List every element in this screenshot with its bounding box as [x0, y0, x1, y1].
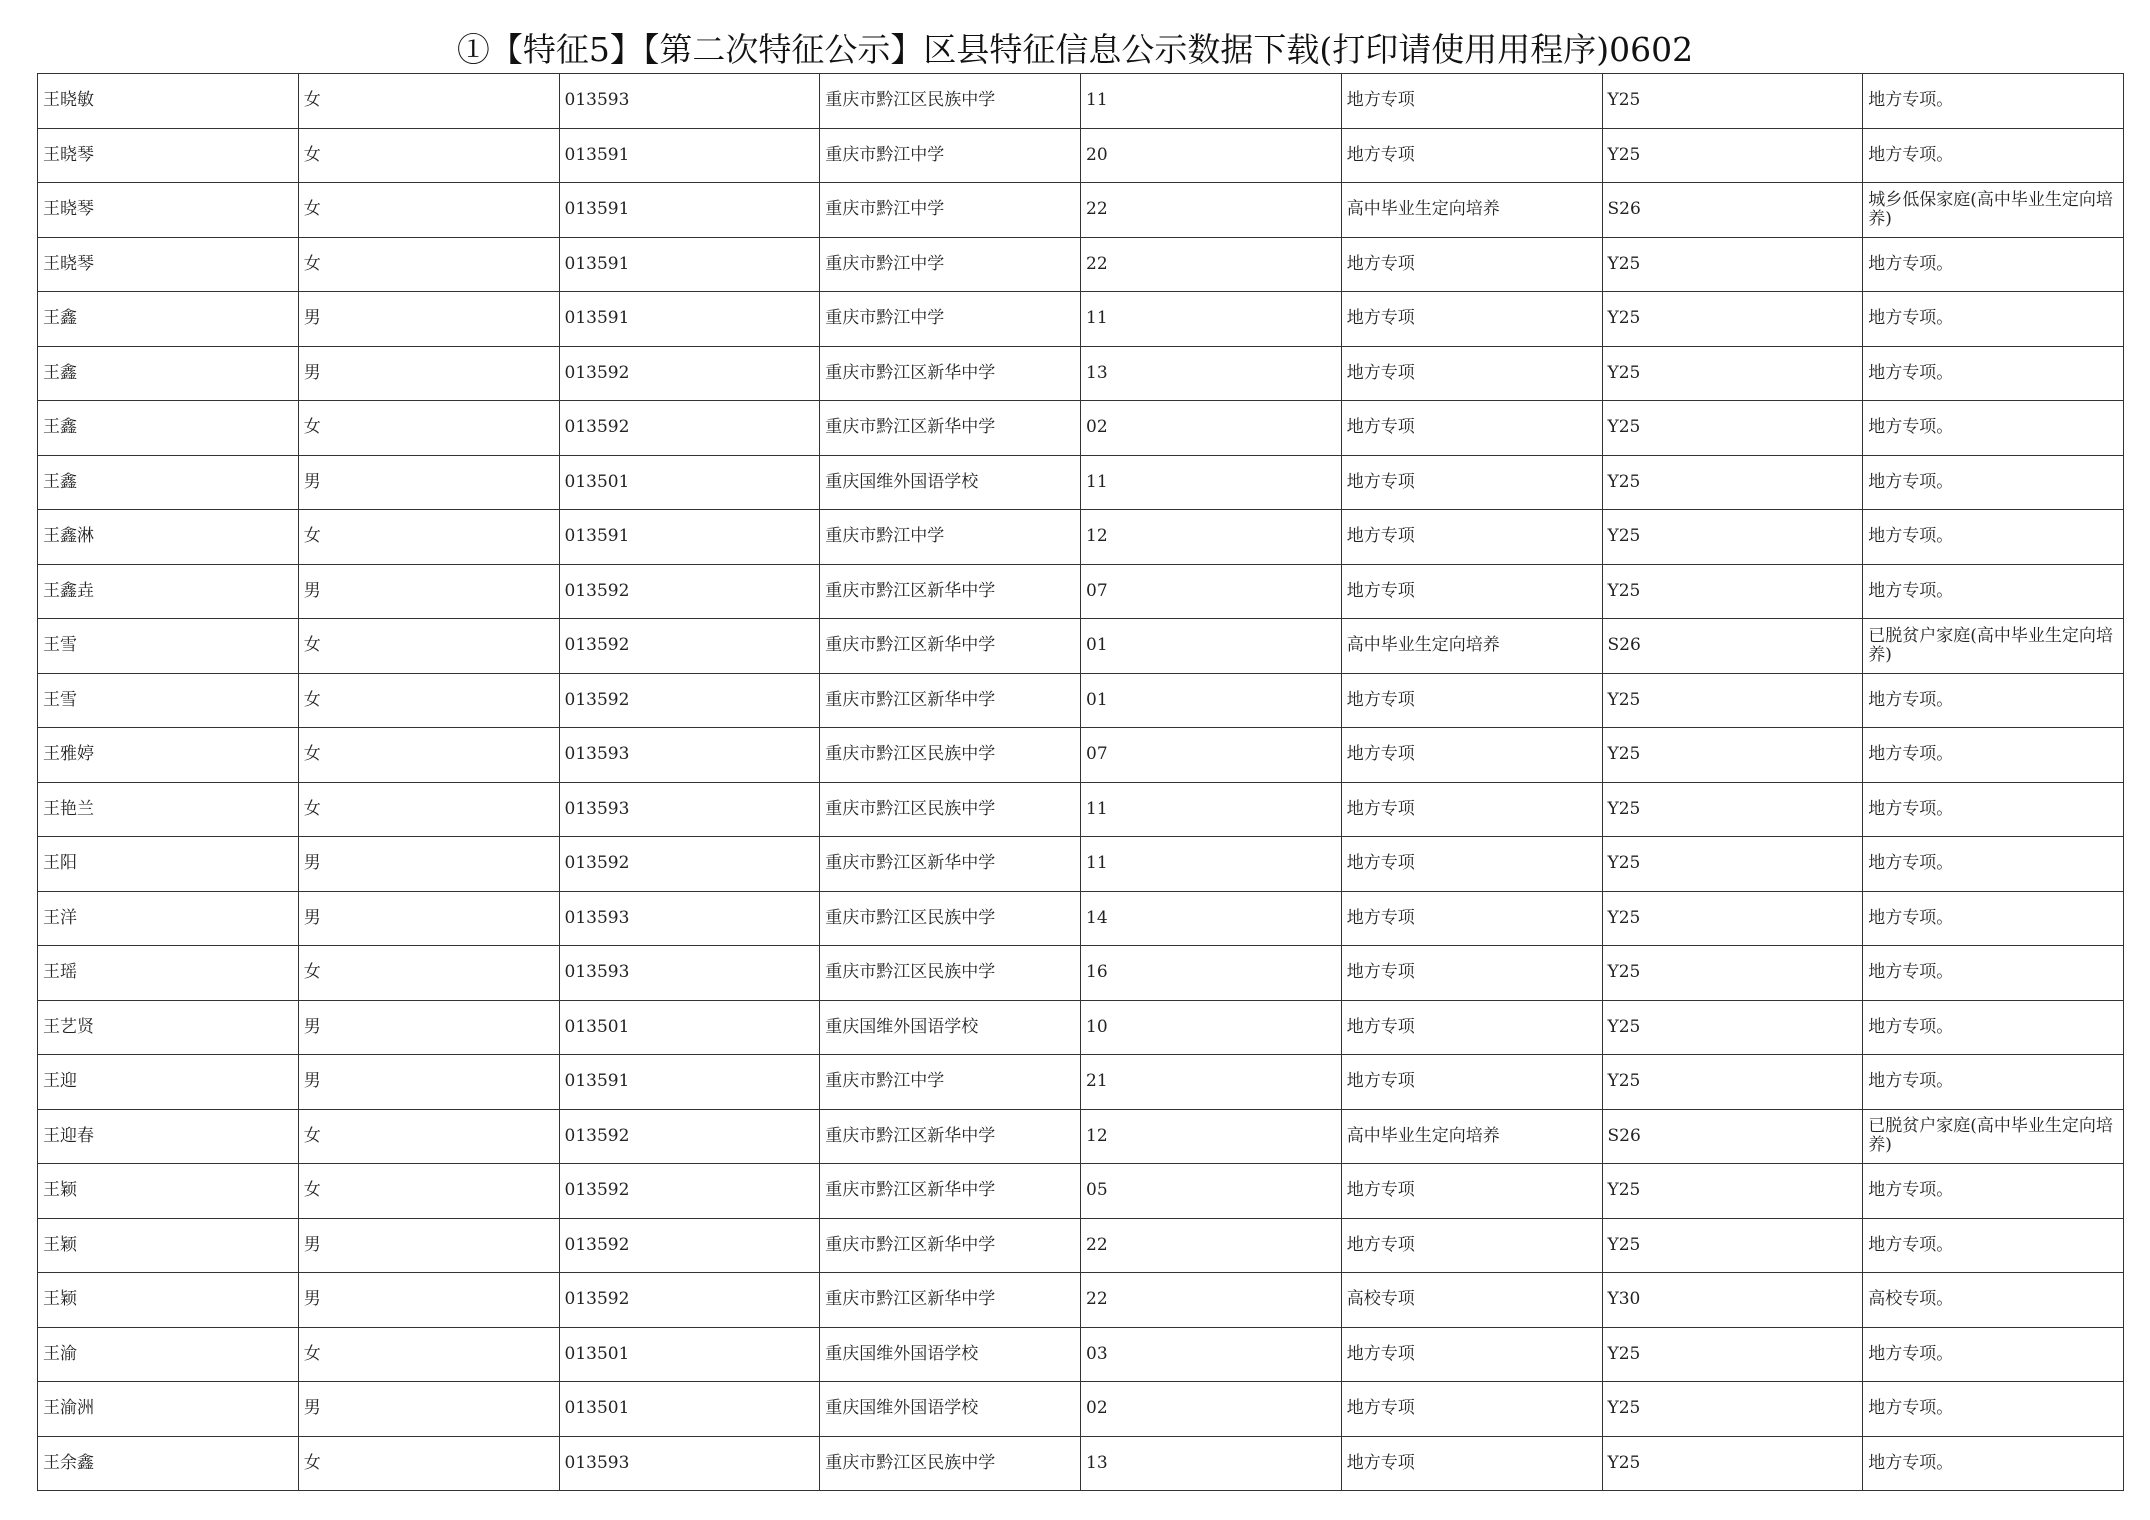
school-code-cell: 013592 [559, 1109, 820, 1164]
category-cell: 地方专项 [1341, 1000, 1602, 1055]
table-row [38, 183, 2124, 238]
class-cell: 03 [1081, 1327, 1342, 1382]
category-cell: 地方专项 [1341, 128, 1602, 183]
category-code-cell: Y30 [1602, 1273, 1863, 1328]
category-code-cell: Y25 [1602, 1164, 1863, 1219]
gender-cell: 女 [298, 1436, 559, 1491]
gender-cell: 男 [298, 891, 559, 946]
category-code-cell: Y25 [1602, 782, 1863, 837]
table-row [38, 1382, 2124, 1437]
category-code-cell: Y25 [1602, 564, 1863, 619]
school-name-cell: 重庆市黔江区新华中学 [820, 673, 1081, 728]
school-code-cell: 013592 [559, 346, 820, 401]
gender-cell: 男 [298, 292, 559, 347]
remark-cell: 地方专项。 [1863, 946, 2124, 1001]
gender-cell: 男 [298, 1055, 559, 1110]
school-code-cell: 013591 [559, 128, 820, 183]
table-row [38, 891, 2124, 946]
category-cell: 高中毕业生定向培养 [1341, 183, 1602, 238]
school-code-cell: 013592 [559, 673, 820, 728]
table-row [38, 946, 2124, 1001]
school-code-cell: 013592 [559, 619, 820, 674]
class-cell: 07 [1081, 564, 1342, 619]
school-name-cell: 重庆市黔江中学 [820, 292, 1081, 347]
category-code-cell: S26 [1602, 183, 1863, 238]
name-cell: 王渝 [38, 1327, 299, 1382]
category-cell: 地方专项 [1341, 401, 1602, 456]
remark-cell: 地方专项。 [1863, 1000, 2124, 1055]
school-name-cell: 重庆市黔江中学 [820, 237, 1081, 292]
table-row [38, 837, 2124, 892]
category-code-cell: S26 [1602, 1109, 1863, 1164]
remark-cell: 地方专项。 [1863, 346, 2124, 401]
school-name-cell: 重庆市黔江中学 [820, 128, 1081, 183]
category-cell: 地方专项 [1341, 1218, 1602, 1273]
school-name-cell: 重庆国维外国语学校 [820, 1000, 1081, 1055]
category-cell: 高中毕业生定向培养 [1341, 1109, 1602, 1164]
school-code-cell: 013592 [559, 837, 820, 892]
school-name-cell: 重庆市黔江区新华中学 [820, 1164, 1081, 1219]
category-code-cell: Y25 [1602, 292, 1863, 347]
class-cell: 22 [1081, 1273, 1342, 1328]
class-cell: 20 [1081, 128, 1342, 183]
class-cell: 11 [1081, 74, 1342, 129]
school-code-cell: 013591 [559, 292, 820, 347]
remark-cell: 地方专项。 [1863, 455, 2124, 510]
gender-cell: 女 [298, 619, 559, 674]
table-row [38, 455, 2124, 510]
school-name-cell: 重庆市黔江区民族中学 [820, 1436, 1081, 1491]
category-cell: 地方专项 [1341, 455, 1602, 510]
category-cell: 高中毕业生定向培养 [1341, 619, 1602, 674]
name-cell: 王迎春 [38, 1109, 299, 1164]
name-cell: 王艳兰 [38, 782, 299, 837]
school-code-cell: 013592 [559, 401, 820, 456]
name-cell: 王迎 [38, 1055, 299, 1110]
school-code-cell: 013593 [559, 1436, 820, 1491]
category-code-cell: Y25 [1602, 946, 1863, 1001]
school-name-cell: 重庆市黔江区民族中学 [820, 891, 1081, 946]
table-row [38, 1436, 2124, 1491]
category-cell: 地方专项 [1341, 837, 1602, 892]
gender-cell: 女 [298, 946, 559, 1001]
remark-cell: 高校专项。 [1863, 1273, 2124, 1328]
table-row [38, 564, 2124, 619]
school-name-cell: 重庆市黔江区新华中学 [820, 401, 1081, 456]
table-row [38, 728, 2124, 783]
gender-cell: 男 [298, 455, 559, 510]
category-cell: 地方专项 [1341, 1436, 1602, 1491]
school-name-cell: 重庆市黔江区新华中学 [820, 1273, 1081, 1328]
school-name-cell: 重庆市黔江区民族中学 [820, 74, 1081, 129]
school-code-cell: 013593 [559, 728, 820, 783]
class-cell: 01 [1081, 619, 1342, 674]
class-cell: 11 [1081, 292, 1342, 347]
name-cell: 王鑫 [38, 455, 299, 510]
class-cell: 10 [1081, 1000, 1342, 1055]
table-row [38, 510, 2124, 565]
category-cell: 地方专项 [1341, 510, 1602, 565]
table-row [38, 1218, 2124, 1273]
remark-cell: 地方专项。 [1863, 1164, 2124, 1219]
school-name-cell: 重庆市黔江中学 [820, 183, 1081, 238]
gender-cell: 男 [298, 1000, 559, 1055]
category-cell: 地方专项 [1341, 564, 1602, 619]
class-cell: 11 [1081, 455, 1342, 510]
school-code-cell: 013593 [559, 782, 820, 837]
category-code-cell: Y25 [1602, 1055, 1863, 1110]
remark-cell: 地方专项。 [1863, 728, 2124, 783]
gender-cell: 女 [298, 1327, 559, 1382]
remark-cell: 地方专项。 [1863, 1436, 2124, 1491]
class-cell: 02 [1081, 401, 1342, 456]
school-code-cell: 013592 [559, 1164, 820, 1219]
category-code-cell: Y25 [1602, 1327, 1863, 1382]
name-cell: 王颖 [38, 1164, 299, 1219]
name-cell: 王雪 [38, 673, 299, 728]
school-code-cell: 013591 [559, 1055, 820, 1110]
gender-cell: 男 [298, 1273, 559, 1328]
page-title: ①【特征5】【第二次特征公示】区县特征信息公示数据下载(打印请使用用程序)0602 [456, 30, 1694, 69]
class-cell: 14 [1081, 891, 1342, 946]
class-cell: 12 [1081, 1109, 1342, 1164]
gender-cell: 女 [298, 510, 559, 565]
category-cell: 地方专项 [1341, 782, 1602, 837]
class-cell: 21 [1081, 1055, 1342, 1110]
class-cell: 05 [1081, 1164, 1342, 1219]
gender-cell: 男 [298, 564, 559, 619]
category-cell: 地方专项 [1341, 346, 1602, 401]
category-cell: 地方专项 [1341, 292, 1602, 347]
school-code-cell: 013501 [559, 1000, 820, 1055]
school-name-cell: 重庆市黔江区新华中学 [820, 346, 1081, 401]
table-row [38, 1327, 2124, 1382]
name-cell: 王洋 [38, 891, 299, 946]
table-row [38, 237, 2124, 292]
category-code-cell: Y25 [1602, 455, 1863, 510]
gender-cell: 男 [298, 346, 559, 401]
category-code-cell: Y25 [1602, 837, 1863, 892]
class-cell: 22 [1081, 237, 1342, 292]
class-cell: 11 [1081, 782, 1342, 837]
school-name-cell: 重庆市黔江区新华中学 [820, 837, 1081, 892]
category-code-cell: Y25 [1602, 728, 1863, 783]
name-cell: 王艺贤 [38, 1000, 299, 1055]
school-code-cell: 013591 [559, 510, 820, 565]
table-row [38, 673, 2124, 728]
category-cell: 地方专项 [1341, 728, 1602, 783]
school-name-cell: 重庆市黔江中学 [820, 510, 1081, 565]
class-cell: 07 [1081, 728, 1342, 783]
category-code-cell: Y25 [1602, 346, 1863, 401]
class-cell: 12 [1081, 510, 1342, 565]
school-name-cell: 重庆国维外国语学校 [820, 455, 1081, 510]
gender-cell: 女 [298, 401, 559, 456]
remark-cell: 地方专项。 [1863, 510, 2124, 565]
table-row [38, 1000, 2124, 1055]
school-name-cell: 重庆市黔江区民族中学 [820, 946, 1081, 1001]
table-row [38, 1055, 2124, 1110]
category-code-cell: Y25 [1602, 673, 1863, 728]
category-code-cell: Y25 [1602, 510, 1863, 565]
school-code-cell: 013592 [559, 564, 820, 619]
category-cell: 地方专项 [1341, 74, 1602, 129]
name-cell: 王晓琴 [38, 128, 299, 183]
remark-cell: 地方专项。 [1863, 1218, 2124, 1273]
remark-cell: 地方专项。 [1863, 782, 2124, 837]
remark-cell: 地方专项。 [1863, 837, 2124, 892]
table-row [38, 1273, 2124, 1328]
category-code-cell: Y25 [1602, 74, 1863, 129]
gender-cell: 男 [298, 837, 559, 892]
class-cell: 22 [1081, 1218, 1342, 1273]
school-code-cell: 013593 [559, 946, 820, 1001]
school-name-cell: 重庆国维外国语学校 [820, 1327, 1081, 1382]
gender-cell: 女 [298, 673, 559, 728]
remark-cell: 地方专项。 [1863, 564, 2124, 619]
school-code-cell: 013501 [559, 1382, 820, 1437]
category-code-cell: Y25 [1602, 1436, 1863, 1491]
category-code-cell: S26 [1602, 619, 1863, 674]
table-row [38, 292, 2124, 347]
table-row [38, 1164, 2124, 1219]
gender-cell: 女 [298, 237, 559, 292]
category-cell: 高校专项 [1341, 1273, 1602, 1328]
gender-cell: 女 [298, 728, 559, 783]
gender-cell: 男 [298, 1382, 559, 1437]
school-name-cell: 重庆市黔江中学 [820, 1055, 1081, 1110]
school-name-cell: 重庆市黔江区民族中学 [820, 728, 1081, 783]
remark-cell: 地方专项。 [1863, 673, 2124, 728]
remark-cell: 城乡低保家庭(高中毕业生定向培养) [1863, 183, 2124, 238]
name-cell: 王鑫 [38, 346, 299, 401]
school-code-cell: 013501 [559, 455, 820, 510]
gender-cell: 女 [298, 74, 559, 129]
name-cell: 王晓敏 [38, 74, 299, 129]
table-row [38, 1109, 2124, 1164]
category-cell: 地方专项 [1341, 1055, 1602, 1110]
class-cell: 13 [1081, 1436, 1342, 1491]
gender-cell: 女 [298, 782, 559, 837]
table-row [38, 782, 2124, 837]
category-cell: 地方专项 [1341, 237, 1602, 292]
school-code-cell: 013593 [559, 74, 820, 129]
name-cell: 王阳 [38, 837, 299, 892]
category-cell: 地方专项 [1341, 891, 1602, 946]
class-cell: 22 [1081, 183, 1342, 238]
data-table [37, 73, 2124, 1491]
table-row [38, 346, 2124, 401]
gender-cell: 女 [298, 1109, 559, 1164]
remark-cell: 地方专项。 [1863, 401, 2124, 456]
category-cell: 地方专项 [1341, 946, 1602, 1001]
school-code-cell: 013592 [559, 1218, 820, 1273]
remark-cell: 地方专项。 [1863, 237, 2124, 292]
category-code-cell: Y25 [1602, 891, 1863, 946]
name-cell: 王鑫 [38, 292, 299, 347]
name-cell: 王瑶 [38, 946, 299, 1001]
name-cell: 王颖 [38, 1273, 299, 1328]
table-row [38, 401, 2124, 456]
school-code-cell: 013591 [559, 183, 820, 238]
remark-cell: 地方专项。 [1863, 1382, 2124, 1437]
school-code-cell: 013591 [559, 237, 820, 292]
gender-cell: 女 [298, 128, 559, 183]
school-code-cell: 013592 [559, 1273, 820, 1328]
name-cell: 王颖 [38, 1218, 299, 1273]
remark-cell: 已脱贫户家庭(高中毕业生定向培养) [1863, 619, 2124, 674]
gender-cell: 男 [298, 1218, 559, 1273]
remark-cell: 地方专项。 [1863, 128, 2124, 183]
table-row [38, 74, 2124, 129]
name-cell: 王鑫 [38, 401, 299, 456]
class-cell: 16 [1081, 946, 1342, 1001]
category-cell: 地方专项 [1341, 1327, 1602, 1382]
name-cell: 王渝洲 [38, 1382, 299, 1437]
name-cell: 王鑫淋 [38, 510, 299, 565]
remark-cell: 地方专项。 [1863, 1055, 2124, 1110]
gender-cell: 女 [298, 183, 559, 238]
class-cell: 01 [1081, 673, 1342, 728]
school-name-cell: 重庆市黔江区新华中学 [820, 1218, 1081, 1273]
category-code-cell: Y25 [1602, 1000, 1863, 1055]
school-name-cell: 重庆市黔江区新华中学 [820, 564, 1081, 619]
category-code-cell: Y25 [1602, 1382, 1863, 1437]
class-cell: 11 [1081, 837, 1342, 892]
name-cell: 王晓琴 [38, 183, 299, 238]
class-cell: 02 [1081, 1382, 1342, 1437]
category-cell: 地方专项 [1341, 1164, 1602, 1219]
remark-cell: 已脱贫户家庭(高中毕业生定向培养) [1863, 1109, 2124, 1164]
name-cell: 王雅婷 [38, 728, 299, 783]
table-row [38, 619, 2124, 674]
class-cell: 13 [1081, 346, 1342, 401]
school-name-cell: 重庆国维外国语学校 [820, 1382, 1081, 1437]
category-cell: 地方专项 [1341, 673, 1602, 728]
remark-cell: 地方专项。 [1863, 891, 2124, 946]
category-code-cell: Y25 [1602, 1218, 1863, 1273]
name-cell: 王鑫垚 [38, 564, 299, 619]
table-body [38, 74, 2124, 1491]
category-code-cell: Y25 [1602, 401, 1863, 456]
category-code-cell: Y25 [1602, 128, 1863, 183]
school-code-cell: 013501 [559, 1327, 820, 1382]
category-cell: 地方专项 [1341, 1382, 1602, 1437]
school-name-cell: 重庆市黔江区新华中学 [820, 1109, 1081, 1164]
school-name-cell: 重庆市黔江区新华中学 [820, 619, 1081, 674]
name-cell: 王余鑫 [38, 1436, 299, 1491]
category-code-cell: Y25 [1602, 237, 1863, 292]
table-row [38, 128, 2124, 183]
school-code-cell: 013593 [559, 891, 820, 946]
remark-cell: 地方专项。 [1863, 1327, 2124, 1382]
gender-cell: 女 [298, 1164, 559, 1219]
name-cell: 王晓琴 [38, 237, 299, 292]
remark-cell: 地方专项。 [1863, 292, 2124, 347]
remark-cell: 地方专项。 [1863, 74, 2124, 129]
name-cell: 王雪 [38, 619, 299, 674]
school-name-cell: 重庆市黔江区民族中学 [820, 782, 1081, 837]
